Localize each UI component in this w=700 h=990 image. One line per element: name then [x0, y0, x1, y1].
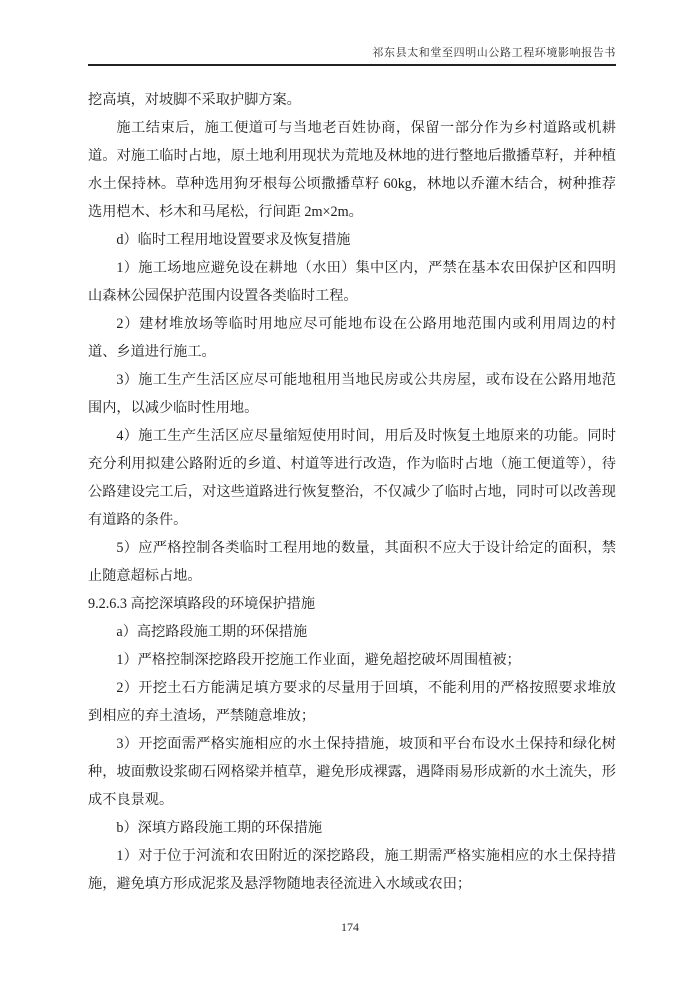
paragraph: 2）建材堆放场等临时用地应尽可能地布设在公路用地范围内或利用周边的村道、乡道进行施工。	[88, 316, 616, 360]
paragraph: 1）施工场地应避免设在耕地（水田）集中区内，严禁在基本农田保护区和四明山森林公园保护范围内设置各类临时工程。	[88, 260, 616, 304]
report-title: 祁东县太和堂至四明山公路工程环境影响报告书	[372, 47, 616, 59]
paragraph: d）临时工程用地设置要求及恢复措施	[116, 232, 351, 248]
document-body	[88, 86, 616, 898]
paragraph: 施工结束后，施工便道可与当地老百姓协商，保留一部分作为乡村道路或机耕道。对施工临时占地，原土地利用现状为荒地及林地的进行整地后撒播草籽，并种植水土保持林。草种选用狗牙根每公顷撒播草籽 60kg，林地以乔灌木结合，树种推荐选用桤木、杉木和马尾松，行间距 2m×2m。	[88, 120, 616, 220]
paragraph: 1）严格控制深挖路段开挖施工作业面，避免超挖破坏周围植被；	[116, 652, 521, 668]
section-heading: 9.2.6.3 高挖深填路段的环境保护措施	[88, 596, 316, 612]
paragraph: 4）施工生产生活区应尽量缩短使用时间，用后及时恢复土地原来的功能。同时充分利用拟建公路附近的乡道、村道等进行改造，作为临时占地（施工便道等），待公路建设完工后，对这些道路进行恢复整治，不仅减少了临时占地，同时可以改善现有道路的条件。	[88, 428, 616, 528]
paragraph: 3）开挖面需严格实施相应的水土保持措施，坡顶和平台布设水土保持和绿化树种，坡面敷设浆砌石网格梁并植草，避免形成裸露，遇降雨易形成新的水土流失，形成不良景观。	[88, 736, 616, 808]
paragraph: 1）对于位于河流和农田附近的深挖路段，施工期需严格实施相应的水土保持措施，避免填方形成泥浆及悬浮物随地表径流进入水域或农田；	[88, 848, 616, 892]
page-footer	[0, 920, 700, 935]
page-number: 174	[341, 920, 359, 934]
paragraph: a）高挖路段施工期的环保措施	[116, 624, 308, 640]
paragraph: 2）开挖土石方能满足填方要求的尽量用于回填，不能利用的严格按照要求堆放到相应的弃土渣场，严禁随意堆放；	[88, 680, 616, 724]
paragraph: 3）施工生产生活区应尽可能地租用当地民房或公共房屋，或布设在公路用地范围内，以减少临时性用地。	[88, 372, 616, 416]
paragraph: 挖高填，对坡脚不采取护脚方案。	[88, 92, 301, 108]
header-rule	[88, 64, 616, 66]
paragraph: 5）应严格控制各类临时工程用地的数量，其面积不应大于设计给定的面积，禁止随意超标占地。	[88, 540, 616, 584]
paragraph: b）深填方路段施工期的环保措施	[116, 820, 323, 836]
page-header	[372, 44, 616, 60]
